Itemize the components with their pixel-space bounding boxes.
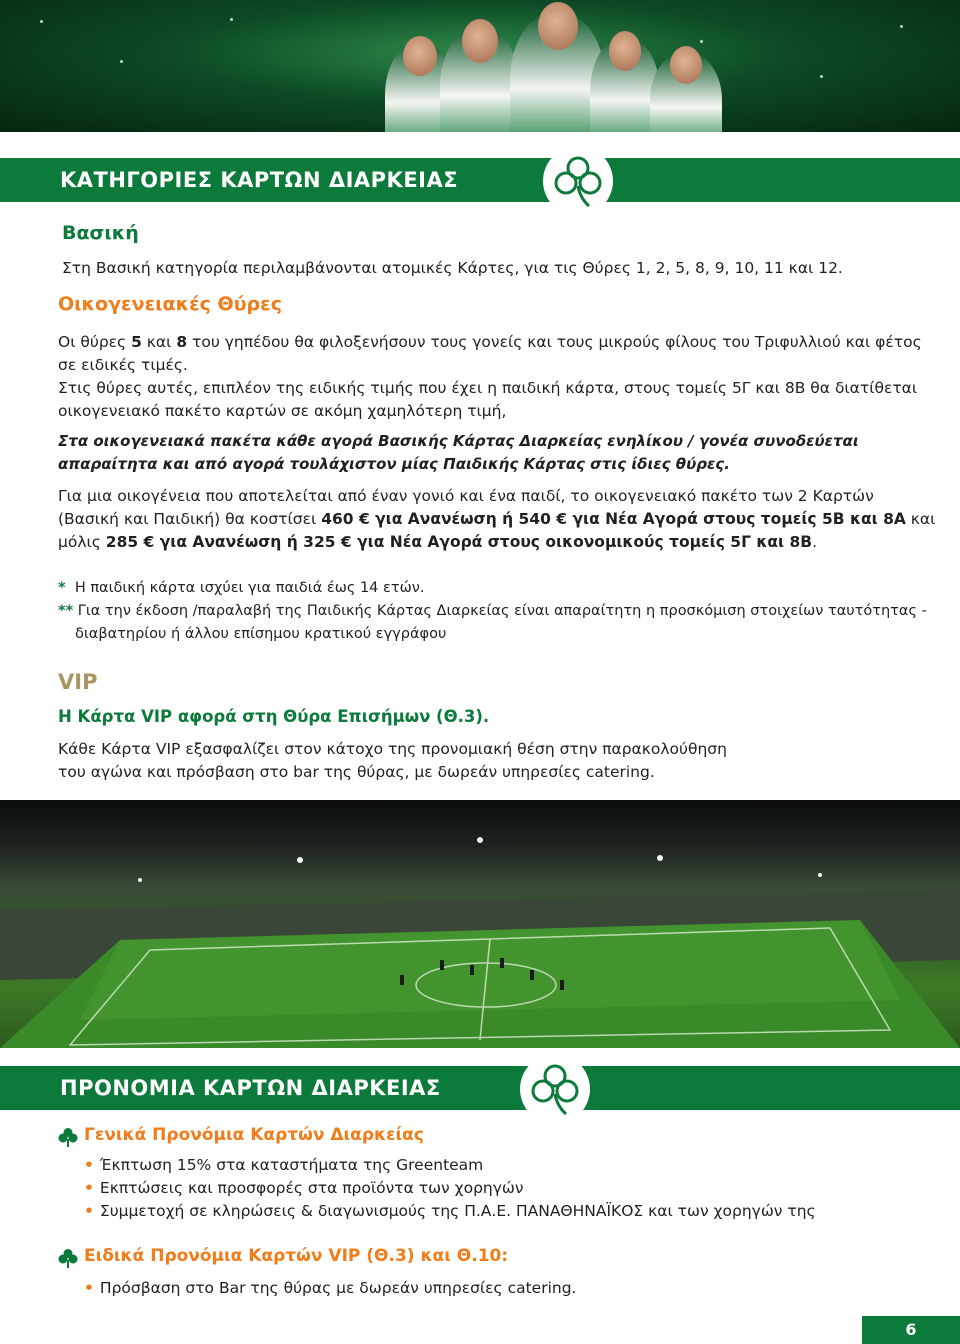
list-item: • Έκπτωση 15% στα καταστήματα της Greenteam <box>84 1156 484 1174</box>
vip-privileges-heading: Ειδικά Προνόμια Καρτών VIP (Θ.3) και Θ.10: <box>84 1246 509 1266</box>
vip-text: Κάθε Κάρτα VIP εξασφαλίζει στον κάτοχο της προνομιακή θέση στην παρακολούθηση <box>58 740 727 758</box>
family-paragraph-2-line2: οικογενειακό πακέτο καρτών σε ακόμη χαμηλότερη τιμή, <box>58 402 507 420</box>
general-privileges-heading: Γενικά Προνόμια Καρτών Διαρκείας <box>84 1125 424 1145</box>
family-bold-notice: Στα οικογενειακά πακέτα κάθε αγορά Βασικής Κάρτας Διαρκείας ενηλίκου / γονέα συνοδεύεται <box>58 432 859 450</box>
vip-heading: VIP <box>58 670 98 694</box>
family-paragraph-1-line2: σε ειδικές τιμές. <box>58 356 188 374</box>
section-header-bar <box>0 158 960 202</box>
family-paragraph-1: Οι θύρες 5 και 8 του γηπέδου θα φιλοξενήσουν τους γονείς και τους μικρούς φίλους του Τριφυλλιού και φέτος <box>58 333 922 351</box>
family-heading: Οικογενειακές Θύρες <box>58 293 282 315</box>
family-paragraph-2: Στις θύρες αυτές, επιπλέον της ειδικής τιμής που έχει η παιδική κάρτα, στους τομείς 5Γ και 8Β θα διατίθεται <box>58 379 918 397</box>
family-paragraph-3: Για μια οικογένεια που αποτελείται από έναν γονιό και ένα παιδί, το οικογενειακό πακέτο των 2 Καρτών <box>58 487 874 505</box>
family-paragraph-3-line2: (Βασική και Παιδική) θα κοστίσει 460 € για Ανανέωση ή 540 € για Νέα Αγορά στους τομείς 5Β και 8Α και <box>58 510 936 528</box>
footnote-2: ** Για την έκδοση /παραλαβή της Παιδικής Κάρτας Διαρκείας είναι απαραίτητη η προσκόμιση στοιχείων ταυτότητας - <box>58 603 927 619</box>
shamrock-icon <box>58 1248 78 1272</box>
vip-subheading: Η Κάρτα VIP αφορά στη Θύρα Επισήμων (Θ.3). <box>58 707 490 726</box>
section-title: ΚΑΤΗΓΟΡΙΕΣ ΚΑΡΤΩΝ ΔΙΑΡΚΕΙΑΣ <box>60 168 459 192</box>
list-item: • Πρόσβαση στο Bar της θύρας με δωρεάν υπηρεσίες catering. <box>84 1279 577 1297</box>
footnote-2-line2: διαβατηρίου ή άλλου επίσημου κρατικού εγγράφου <box>75 626 447 642</box>
footnote-1: * Η παιδική κάρτα ισχύει για παιδιά έως 14 ετών. <box>58 580 425 596</box>
family-paragraph-3-line3: μόλις 285 € για Ανανέωση ή 325 € για Νέα Αγορά στους οικονομικούς τομείς 5Γ και 8Β. <box>58 533 817 551</box>
family-bold-notice-line2: απαραίτητα και από αγορά τουλάχιστον μίας Παιδικής Κάρτας στις ίδιες θύρες. <box>58 455 730 473</box>
header-banner-image <box>0 0 960 132</box>
list-item: • Συμμετοχή σε κληρώσεις & διαγωνισμούς της Π.Α.Ε. ΠΑΝΑΘΗΝΑΪΚΟΣ και των χορηγών της <box>84 1202 816 1220</box>
list-item: • Εκπτώσεις και προσφορές στα προϊόντα των χορηγών <box>84 1179 524 1197</box>
basic-heading: Βασική <box>62 222 139 244</box>
basic-text: Στη Βασική κατηγορία περιλαμβάνονται ατομικές Κάρτες, για τις Θύρες 1, 2, 5, 8, 9, 10, 11 και 12. <box>62 259 843 277</box>
shamrock-icon <box>543 146 613 216</box>
vip-text-line2: του αγώνα και πρόσβαση στο bar της θύρας, με δωρεάν υπηρεσίες catering. <box>58 763 655 781</box>
section-header-bar-2 <box>0 1066 960 1110</box>
page-number: 6 <box>862 1316 960 1344</box>
stadium-photo <box>0 800 960 1048</box>
shamrock-icon <box>58 1127 78 1151</box>
shamrock-icon <box>520 1054 590 1124</box>
section-title-2: ΠΡΟΝΟΜΙΑ ΚΑΡΤΩΝ ΔΙΑΡΚΕΙΑΣ <box>60 1076 441 1100</box>
